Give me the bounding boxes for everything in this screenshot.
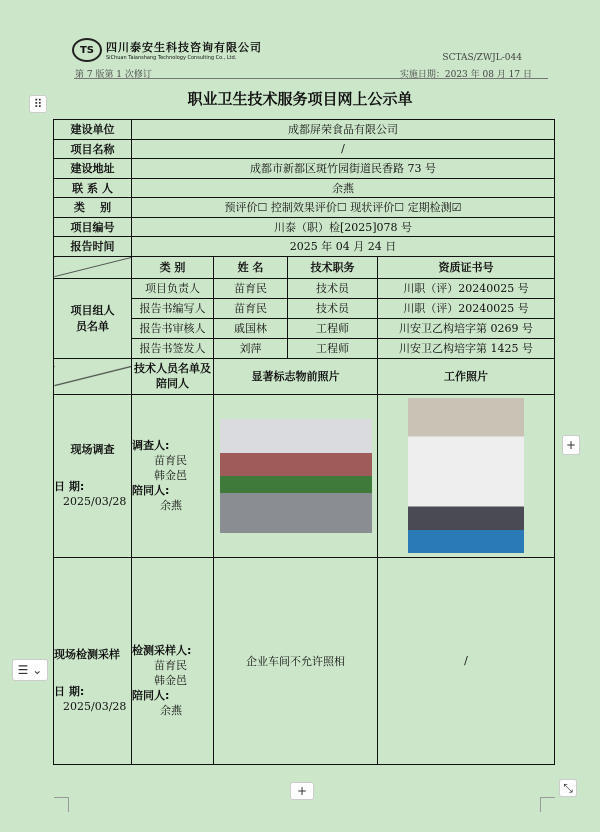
company-name-cn: 四川泰安生科技咨询有限公司 [106, 41, 262, 54]
drag-handle-icon[interactable]: ⠿ [29, 95, 47, 113]
logo-mark: TS [72, 38, 102, 62]
add-column-button[interactable]: + [562, 435, 580, 455]
diagonal-cell [54, 256, 132, 278]
team-row: 报告书签发人 刘萍 工程师 川安卫乙构培字第 1425 号 [54, 338, 555, 358]
effective-date: 实施日期：2023 年 08 月 17 日 [399, 70, 532, 80]
revision: 第 7 版第 1 次修订 [75, 70, 152, 80]
info-row: 项目名称 / [54, 139, 555, 159]
landmark-photo[interactable] [220, 419, 372, 533]
info-row: 类 别 预评价☐ 控制效果评价☐ 现状评价☐ 定期检测☑ [54, 198, 555, 218]
survey-row: 现场调查 日 期: 2025/03/28 调查人: 苗育民 韩金邑 陪同人: 余燕 [54, 394, 555, 557]
notice-table [53, 119, 555, 765]
add-row-button[interactable]: + [290, 782, 314, 800]
team-row: 项目组人员名单 项目负责人 苗育民 技术员 川职（评）20240025 号 [54, 278, 555, 298]
work-photo[interactable] [408, 398, 524, 553]
info-row: 报告时间 2025 年 04 月 24 日 [54, 237, 555, 257]
margin-corner [54, 797, 69, 812]
category-checkboxes[interactable]: 预评价☐ 控制效果评价☐ 现状评价☐ 定期检测☑ [132, 198, 555, 218]
resize-table-icon[interactable]: ⤡ [559, 779, 577, 797]
info-row: 建设单位 成都屏荣食品有限公司 [54, 120, 555, 140]
company-logo [72, 38, 262, 62]
sampling-row: 现场检测采样 日 期: 2025/03/28 检测采样人: 苗育民 韩金邑 陪同人: 余燕 企业车间不允许照相 / [54, 557, 555, 764]
paragraph-menu-button[interactable]: ☰ ⌄ [12, 659, 48, 681]
diagonal-cell [54, 358, 132, 394]
company-name-en: SiChuan Taianshang Technology Consulting Co., Ltd. [106, 55, 237, 61]
info-row: 项目编号 川泰（职）检[2025]078 号 [54, 217, 555, 237]
info-row: 建设地址 成都市新都区斑竹园街道民香路 73 号 [54, 159, 555, 179]
info-row: 联 系 人 余燕 [54, 178, 555, 198]
page-title: 职业卫生技术服务项目网上公示单 [187, 90, 413, 108]
photo-header-row: 技术人员名单及陪同人 显著标志物前照片 工作照片 [54, 358, 555, 394]
team-row: 报告书编写人 苗育民 技术员 川职（评）20240025 号 [54, 298, 555, 318]
doc-code: SCTAS/ZWJL-044 [442, 53, 522, 63]
margin-corner [540, 797, 555, 812]
header-rule [74, 78, 548, 79]
team-header-row: 类 别 姓 名 技术职务 资质证书号 [54, 256, 555, 278]
team-row: 报告书审核人 戚国林 工程师 川安卫乙构培字第 0269 号 [54, 318, 555, 338]
